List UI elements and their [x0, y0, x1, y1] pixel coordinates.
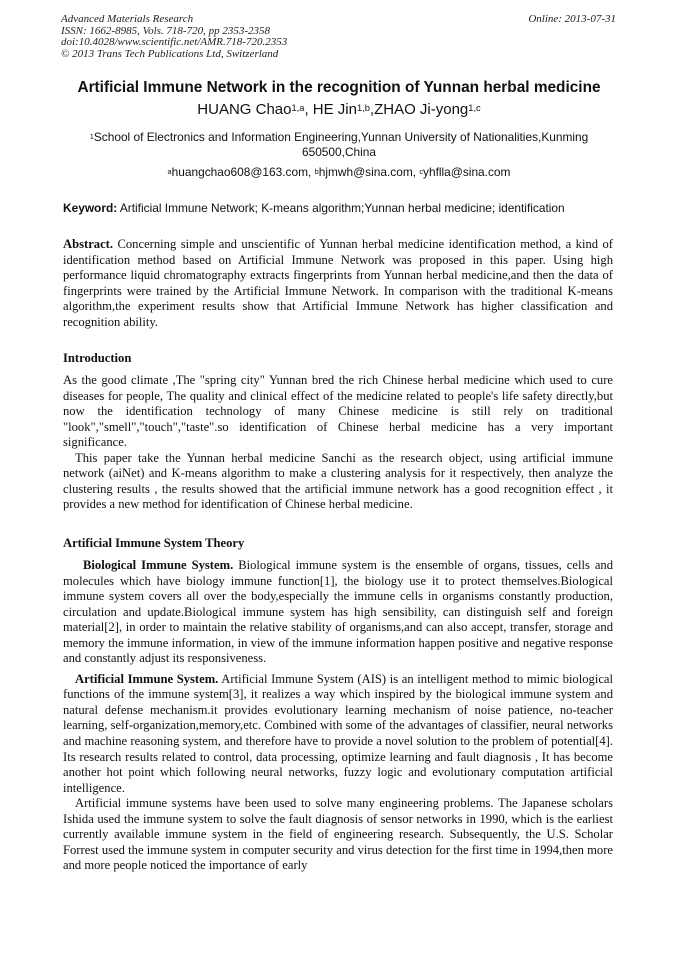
abstract [63, 237, 613, 330]
keywords-label: Keyword: [63, 201, 118, 215]
affiliation-sup: 1 [89, 131, 94, 141]
email-link[interactable]: huangchao608@163.com [171, 165, 309, 179]
abstract-label: Abstract. [63, 237, 114, 251]
keywords-text: Artificial Immune Network; K-means algorithm;Yunnan herbal medicine; identification [119, 201, 565, 215]
paragraph-text: Artificial Immune System (AIS) is an intelligent method to mimic biological functions of the immune system[3], it realizes a way which inspired by the biological immune system and natural defense mechanism.it provides evolutionary learning mechanism of noise patience, no-teacher learning, self-organization,memory,etc. Combined with some of the advantages of classifier, neural networks and machine reasoning system, and therefore have to provide a novel solution to the problem of potential[4]. Its research results related to control, data processing, optimize learning and fault diagnosis , It has become another hot point which following neural networks, fuzzy logic and evolutionary computation artificial intelligence. [63, 671, 614, 795]
email-link[interactable]: hjmwh@sina.com [318, 165, 413, 179]
author-name: HUANG Chao [197, 101, 292, 118]
copyright-line: © 2013 Trans Tech Publications Ltd, Switzerland [61, 47, 279, 60]
paragraph-text: Biological immune system is the ensemble of organs, tissues, cells and molecules which have biology immune function[1], the biology use it to protect themselves.Biological immune system covers all over the body,especially the immune cells in organisms constantly production, circulation and update.Biological immune system has high sensibility, can distinguish self and foreign material[2], in order to maintain the relative stability of organisms,and can also accept, transfer, storage and memory the immune information, in view of the immune information happen positive and negative response and constantly adjust its responsiveness. [63, 558, 613, 666]
section-heading-introduction: Introduction [63, 351, 132, 365]
separator: , [369, 101, 375, 118]
author-sup: 1,c [468, 103, 481, 114]
run-in-heading: Artificial Immune System. [75, 671, 219, 686]
online-date: Online: 2013-07-31 [528, 13, 616, 25]
introduction-body [63, 373, 613, 513]
affiliation-text: School of Electronics and Information Engineering,Yunnan University of Nationalities,Kunming 650500,China [93, 130, 589, 159]
journal-header [61, 14, 287, 60]
ais-theory-body [63, 558, 613, 874]
email-link[interactable]: yhflla@sina.com [423, 165, 511, 179]
paragraph: As the good climate ,The "spring city" Yunnan bred the rich Chinese herbal medicine which used to cure diseases for people, The quality and clinical effect of the medicine related to people's life safety directly,but now the identification technology of many Chinese medicine is still rely on traditional "look","smell","touch","taste".so identification of Chinese herbal medicine has a very important significance. [63, 373, 613, 450]
separator: , [304, 101, 313, 118]
issn-line: ISSN: 1662-8985, Vols. 718-720, pp 2353-2358 [61, 24, 270, 37]
email-list [40, 165, 638, 180]
keywords [63, 201, 623, 216]
email-sup: a [167, 166, 172, 176]
paragraph-artificial-immune-system [63, 672, 613, 796]
paper-title: Artificial Immune Network in the recognition of Yunnan herbal medicine [77, 79, 601, 96]
affiliation [62, 130, 616, 160]
run-in-heading: Biological Immune System. [83, 558, 234, 572]
author-name: ZHAO Ji-yong [374, 101, 469, 118]
author-sup: 1,a [291, 103, 305, 114]
email-sup: b [314, 166, 319, 176]
paragraph: This paper take the Yunnan herbal medicine Sanchi as the research object, using artificial immune network (aiNet) and K-means algorithm to make a clustering analysis for it respectively, then analyze the clustering results , the results showed that the artificial immune network has a good recognition effect , it provides a new method for identification of Chinese herbal medicine. [63, 450, 613, 512]
author-name: HE Jin [312, 101, 357, 118]
abstract-text: Concerning simple and unscientific of Yunnan herbal medicine identification method, a kind of identification method based on Artificial Immune Network was proposed in this paper. Using high performance liquid chromatography extracts fingerprints from Yunnan herbal medicine,and then the data of fingerprints were trained by the Artificial Immune Network. In comparison with the traditional K-means algorithm,the experiment results show that Artificial Immune Network has higher classification and recognition ability. [63, 237, 613, 329]
doi-line: doi:10.4028/www.scientific.net/AMR.718-720.2353 [61, 36, 288, 48]
author-list [40, 101, 638, 119]
paragraph: Artificial immune systems have been used to solve many engineering problems. The Japanese scholars Ishida used the immune system to solve the fault diagnosis of sensor networks in 1990, which is the earliest currently available immune system in the field of engineering research. Subsequently, the U.S. Scholar Forrest used the immune system in computer security and virus detection for the first time in 1994,then more and more people noticed the importance of early [63, 796, 613, 873]
email-sup: c [419, 166, 424, 176]
journal-name: Advanced Materials Research [61, 13, 194, 25]
separator: , [412, 165, 420, 179]
separator: , [308, 165, 315, 179]
author-sup: 1,b [356, 103, 370, 114]
section-heading-ais-theory: Artificial Immune System Theory [63, 536, 245, 550]
paragraph-biological-immune-system [63, 558, 613, 667]
